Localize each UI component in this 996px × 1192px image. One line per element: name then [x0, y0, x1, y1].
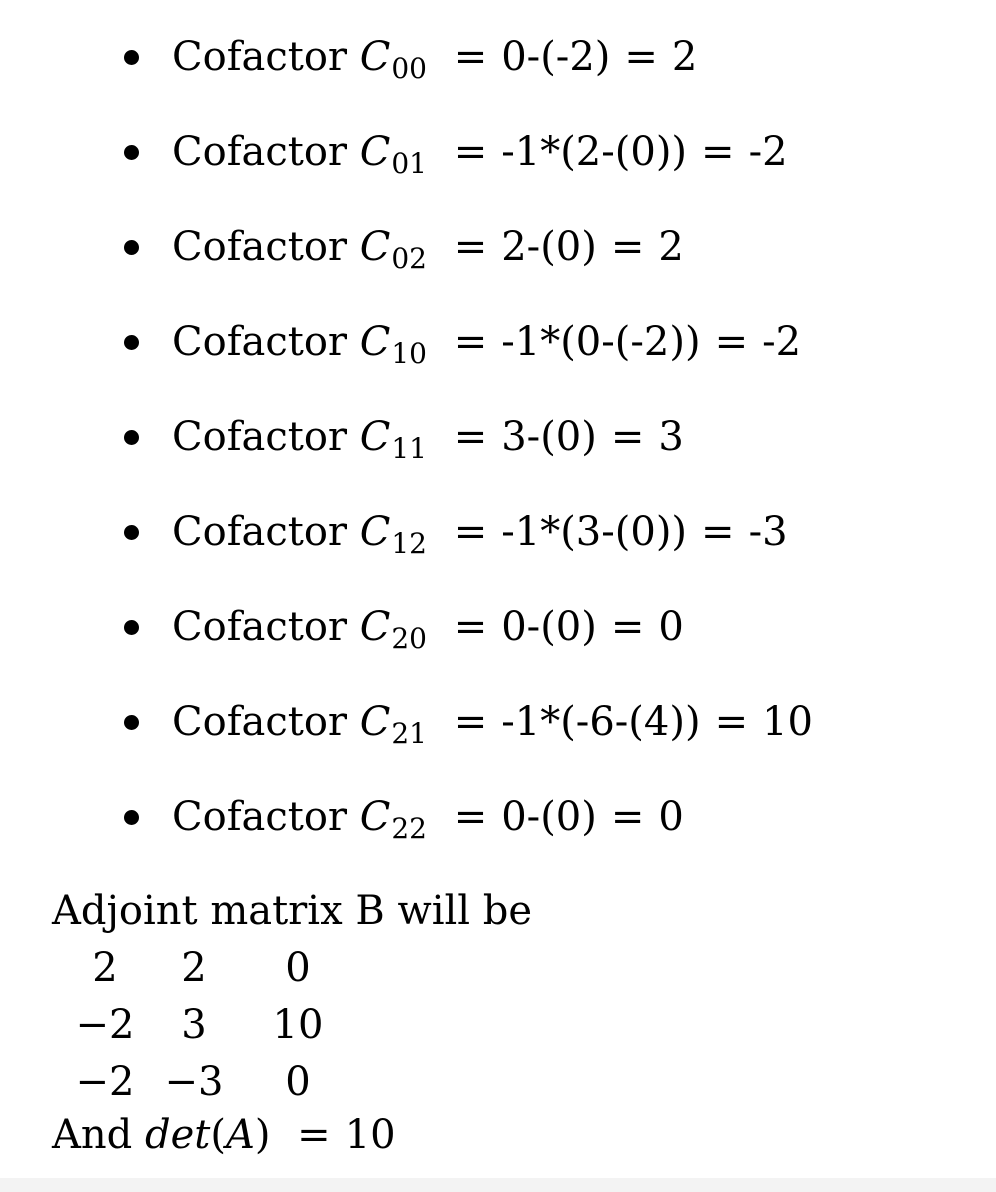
- cofactor-symbol: C: [359, 34, 391, 80]
- equals-sign: =: [701, 129, 735, 175]
- cofactor-symbol: C: [359, 509, 391, 555]
- cofactor-item: [0, 600, 813, 695]
- matrix-cell: −2: [75, 1002, 135, 1048]
- matrix-row: [70, 1054, 348, 1111]
- cofactor-symbol: C: [359, 224, 391, 270]
- cofactor-index: 01: [391, 147, 427, 180]
- determinant-function: det: [144, 1112, 211, 1158]
- cofactor-index: 10: [391, 337, 427, 370]
- cofactor-index: 02: [391, 242, 427, 275]
- equals-sign: =: [453, 224, 488, 270]
- matrix-row: [70, 997, 348, 1054]
- equals-sign: =: [453, 509, 488, 555]
- cofactor-result: 0: [658, 794, 684, 840]
- bullet-icon: [124, 525, 139, 540]
- cofactor-result: -2: [748, 129, 788, 175]
- matrix-cell: 0: [285, 1059, 311, 1105]
- equals-sign: =: [610, 794, 645, 840]
- cofactor-result: 0: [658, 604, 684, 650]
- cofactor-expression: 0-(0): [501, 604, 597, 650]
- cofactor-label: Cofactor: [172, 509, 348, 555]
- cofactor-symbol: C: [359, 319, 391, 365]
- cofactor-expression: 2-(0): [501, 224, 597, 270]
- cofactor-result: 2: [671, 34, 698, 80]
- determinant-argument: A: [225, 1112, 255, 1158]
- cofactor-expression: -1*(3-(0)): [501, 509, 688, 555]
- matrix-cell: 2: [92, 945, 118, 991]
- matrix-cell: −2: [75, 1059, 135, 1105]
- cofactor-item: [0, 30, 813, 125]
- bullet-icon: [124, 810, 139, 825]
- equals-sign: =: [701, 509, 735, 555]
- cofactor-item: [0, 790, 813, 885]
- cofactor-result: 2: [658, 224, 684, 270]
- cofactor-expression: 0-(0): [501, 794, 597, 840]
- adjoint-intro: Adjoint matrix B will be: [52, 888, 533, 934]
- cofactor-label: Cofactor: [172, 129, 348, 175]
- equals-sign: =: [610, 604, 645, 650]
- cofactor-expression: -1*(0-(-2)): [501, 319, 701, 365]
- cofactor-label: Cofactor: [172, 794, 348, 840]
- cofactor-expression: 0-(-2): [501, 34, 611, 80]
- bullet-icon: [124, 430, 139, 445]
- equals-sign: =: [610, 414, 645, 460]
- bullet-icon: [124, 335, 139, 350]
- cofactor-symbol: C: [359, 794, 391, 840]
- cofactor-symbol: C: [359, 129, 391, 175]
- matrix-cell: 3: [181, 1002, 207, 1048]
- cofactor-expression: -1*(-6-(4)): [501, 699, 701, 745]
- equals-sign: =: [453, 604, 488, 650]
- cofactor-index: 00: [391, 52, 427, 85]
- cofactor-label: Cofactor: [172, 34, 348, 80]
- determinant-value: 10: [344, 1112, 396, 1158]
- determinant-line: And det(A) = 10: [52, 1112, 396, 1158]
- cofactor-symbol: C: [359, 414, 391, 460]
- cofactor-item: [0, 125, 813, 220]
- equals-sign: =: [714, 699, 749, 745]
- cofactor-label: Cofactor: [172, 224, 348, 270]
- cofactor-label: Cofactor: [172, 414, 348, 460]
- matrix-cell: 2: [181, 945, 207, 991]
- matrix-cell: 0: [285, 945, 311, 991]
- cofactor-index: 21: [391, 717, 427, 750]
- cofactor-index: 11: [391, 432, 427, 465]
- cofactor-result: -3: [748, 509, 788, 555]
- cofactor-result: -2: [762, 319, 802, 365]
- equals-sign: =: [453, 319, 488, 365]
- cofactor-expression: -1*(2-(0)): [501, 129, 688, 175]
- cofactor-item: [0, 505, 813, 600]
- equals-sign: =: [453, 34, 488, 80]
- cofactor-list: [0, 30, 813, 885]
- cofactor-expression: 3-(0): [501, 414, 597, 460]
- matrix-cell: −3: [164, 1059, 224, 1105]
- cofactor-index: 12: [391, 527, 427, 560]
- cofactor-label: Cofactor: [172, 604, 348, 650]
- bullet-icon: [124, 240, 139, 255]
- bullet-icon: [124, 715, 139, 730]
- cofactor-result: 10: [762, 699, 813, 745]
- cofactor-label: Cofactor: [172, 699, 348, 745]
- cofactor-symbol: C: [359, 699, 391, 745]
- cofactor-index: 22: [391, 812, 427, 845]
- equals-sign: =: [297, 1112, 331, 1158]
- matrix-row: [70, 940, 348, 997]
- cofactor-symbol: C: [359, 604, 391, 650]
- matrix-cell: 10: [272, 1002, 324, 1048]
- equals-sign: =: [453, 129, 488, 175]
- bullet-icon: [124, 145, 139, 160]
- equals-sign: =: [610, 224, 645, 270]
- cofactor-item: [0, 410, 813, 505]
- bottom-strip: [0, 1178, 996, 1192]
- cofactor-item: [0, 315, 813, 410]
- equals-sign: =: [453, 414, 488, 460]
- adjoint-matrix: [70, 940, 348, 1111]
- equals-sign: =: [453, 699, 488, 745]
- cofactor-index: 20: [391, 622, 427, 655]
- cofactor-item: [0, 220, 813, 315]
- bullet-icon: [124, 50, 139, 65]
- cofactor-result: 3: [658, 414, 684, 460]
- cofactor-label: Cofactor: [172, 319, 348, 365]
- determinant-prefix: And: [52, 1112, 133, 1158]
- bullet-icon: [124, 620, 139, 635]
- equals-sign: =: [714, 319, 749, 365]
- equals-sign: =: [453, 794, 488, 840]
- cofactor-item: [0, 695, 813, 790]
- equals-sign: =: [624, 34, 658, 80]
